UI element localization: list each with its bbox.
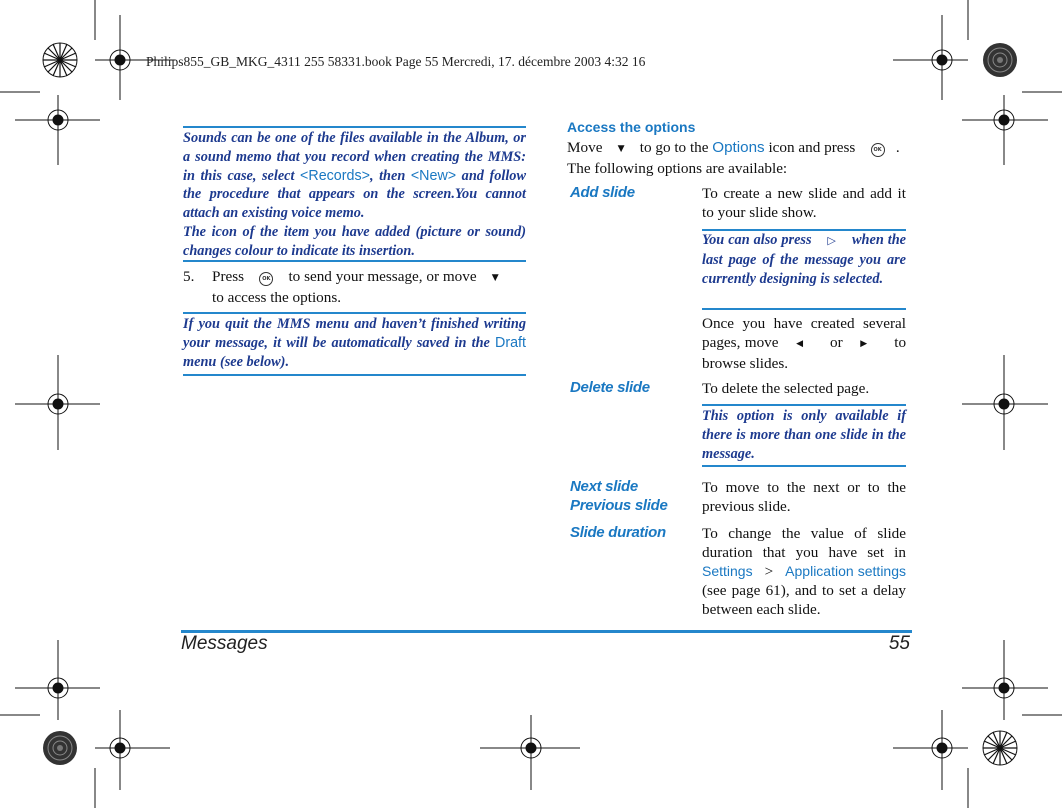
section-title: Access the options xyxy=(567,119,696,135)
note-quit-mms: If you quit the MMS menu and haven’t finished writing your message, it will be automatically saved in the Draft menu (see below). xyxy=(183,316,526,370)
delete-slide-note: This option is only available if there is more than one slide in the message. xyxy=(702,408,906,462)
registration-target-right-lower xyxy=(962,640,1048,720)
ok-key-icon: OK xyxy=(259,272,273,286)
registration-target-bottom-left xyxy=(95,710,170,790)
add-slide-note-rule-bottom xyxy=(702,308,906,310)
registration-target-left-upper xyxy=(15,95,100,165)
left-key-icon: ◀ xyxy=(796,339,804,349)
registration-target-left-middle xyxy=(15,355,100,450)
ok-key-icon: OK xyxy=(871,143,885,157)
add-slide-browse: Once you have created several pages, move ◀ or ▶ to browse slides. xyxy=(702,315,907,372)
down-key-icon: ▼ xyxy=(617,144,625,154)
options-intro: Move ▼ to go to the Options icon and press OK . The following options are available: xyxy=(567,139,900,177)
term-previous-slide: Previous slide xyxy=(570,497,668,514)
term-delete-slide: Delete slide xyxy=(570,379,650,396)
delete-slide-note-rule-top xyxy=(702,404,906,406)
print-header: Philips855_GB_MKG_4311 255 58331.book Page 55 Mercredi, 17. décembre 2003 4:32 16 xyxy=(146,54,646,69)
registration-target-right-upper xyxy=(962,95,1048,165)
registration-target-top-right xyxy=(893,15,968,100)
right-key-outline-icon: ▷ xyxy=(827,234,837,247)
sunburst-target-top-left xyxy=(43,43,77,77)
term-add-slide: Add slide xyxy=(570,184,635,201)
down-key-icon: ▼ xyxy=(491,273,499,283)
right-key-icon: ▶ xyxy=(860,339,868,349)
note2-rule-bottom xyxy=(183,374,526,376)
note2-rule-top xyxy=(183,312,526,314)
registration-target-bottom-center xyxy=(480,715,580,790)
registration-target-bottom-right xyxy=(893,710,968,790)
draft-menu: Draft xyxy=(495,334,526,351)
registration-target-left-lower xyxy=(15,640,100,720)
desc-delete-slide: To delete the selected page. xyxy=(702,380,870,397)
desc-slide-duration: To change the value of slide duration that you have set in Settings > Application settings (see page 61), and to set a delay between each slide. xyxy=(702,525,906,618)
note-rule-top xyxy=(183,126,526,128)
new-option: <New> xyxy=(410,167,457,184)
add-slide-note: You can also press ▷ when the last page of the message you are currently designing is selected. xyxy=(702,232,907,287)
options-icon-label: Options xyxy=(712,139,765,156)
density-target-bottom-left xyxy=(43,731,77,765)
note-sounds: Sounds can be one of the files available in the Album, or a sound memo that you record when creating the MMS: in this case, select <Records>, then <New> and follow the procedure that appears on the screen.You cannot attach an existing voice memo. The icon of the item you have added (picture or sound) changes colour to indicate its insertion. xyxy=(183,130,526,259)
term-slide-duration: Slide duration xyxy=(570,524,666,541)
records-option: <Records> xyxy=(300,167,370,184)
page-number: 55 xyxy=(888,633,910,654)
application-settings-menu: Application settings xyxy=(785,563,906,579)
registration-target-right-middle xyxy=(962,355,1048,450)
desc-add-slide: To create a new slide and add it to your slide show. xyxy=(702,185,906,221)
delete-slide-note-rule-bottom xyxy=(702,465,906,467)
term-next-slide: Next slide xyxy=(570,478,638,495)
settings-menu: Settings xyxy=(702,563,753,579)
desc-next-previous: To move to the next or to the previous slide. xyxy=(702,479,906,515)
sunburst-target-bottom-right xyxy=(983,731,1017,765)
chapter-title: Messages xyxy=(181,633,268,654)
footer-rule xyxy=(181,630,912,633)
note-rule-bottom xyxy=(183,260,526,262)
density-target-top-right xyxy=(983,43,1017,77)
